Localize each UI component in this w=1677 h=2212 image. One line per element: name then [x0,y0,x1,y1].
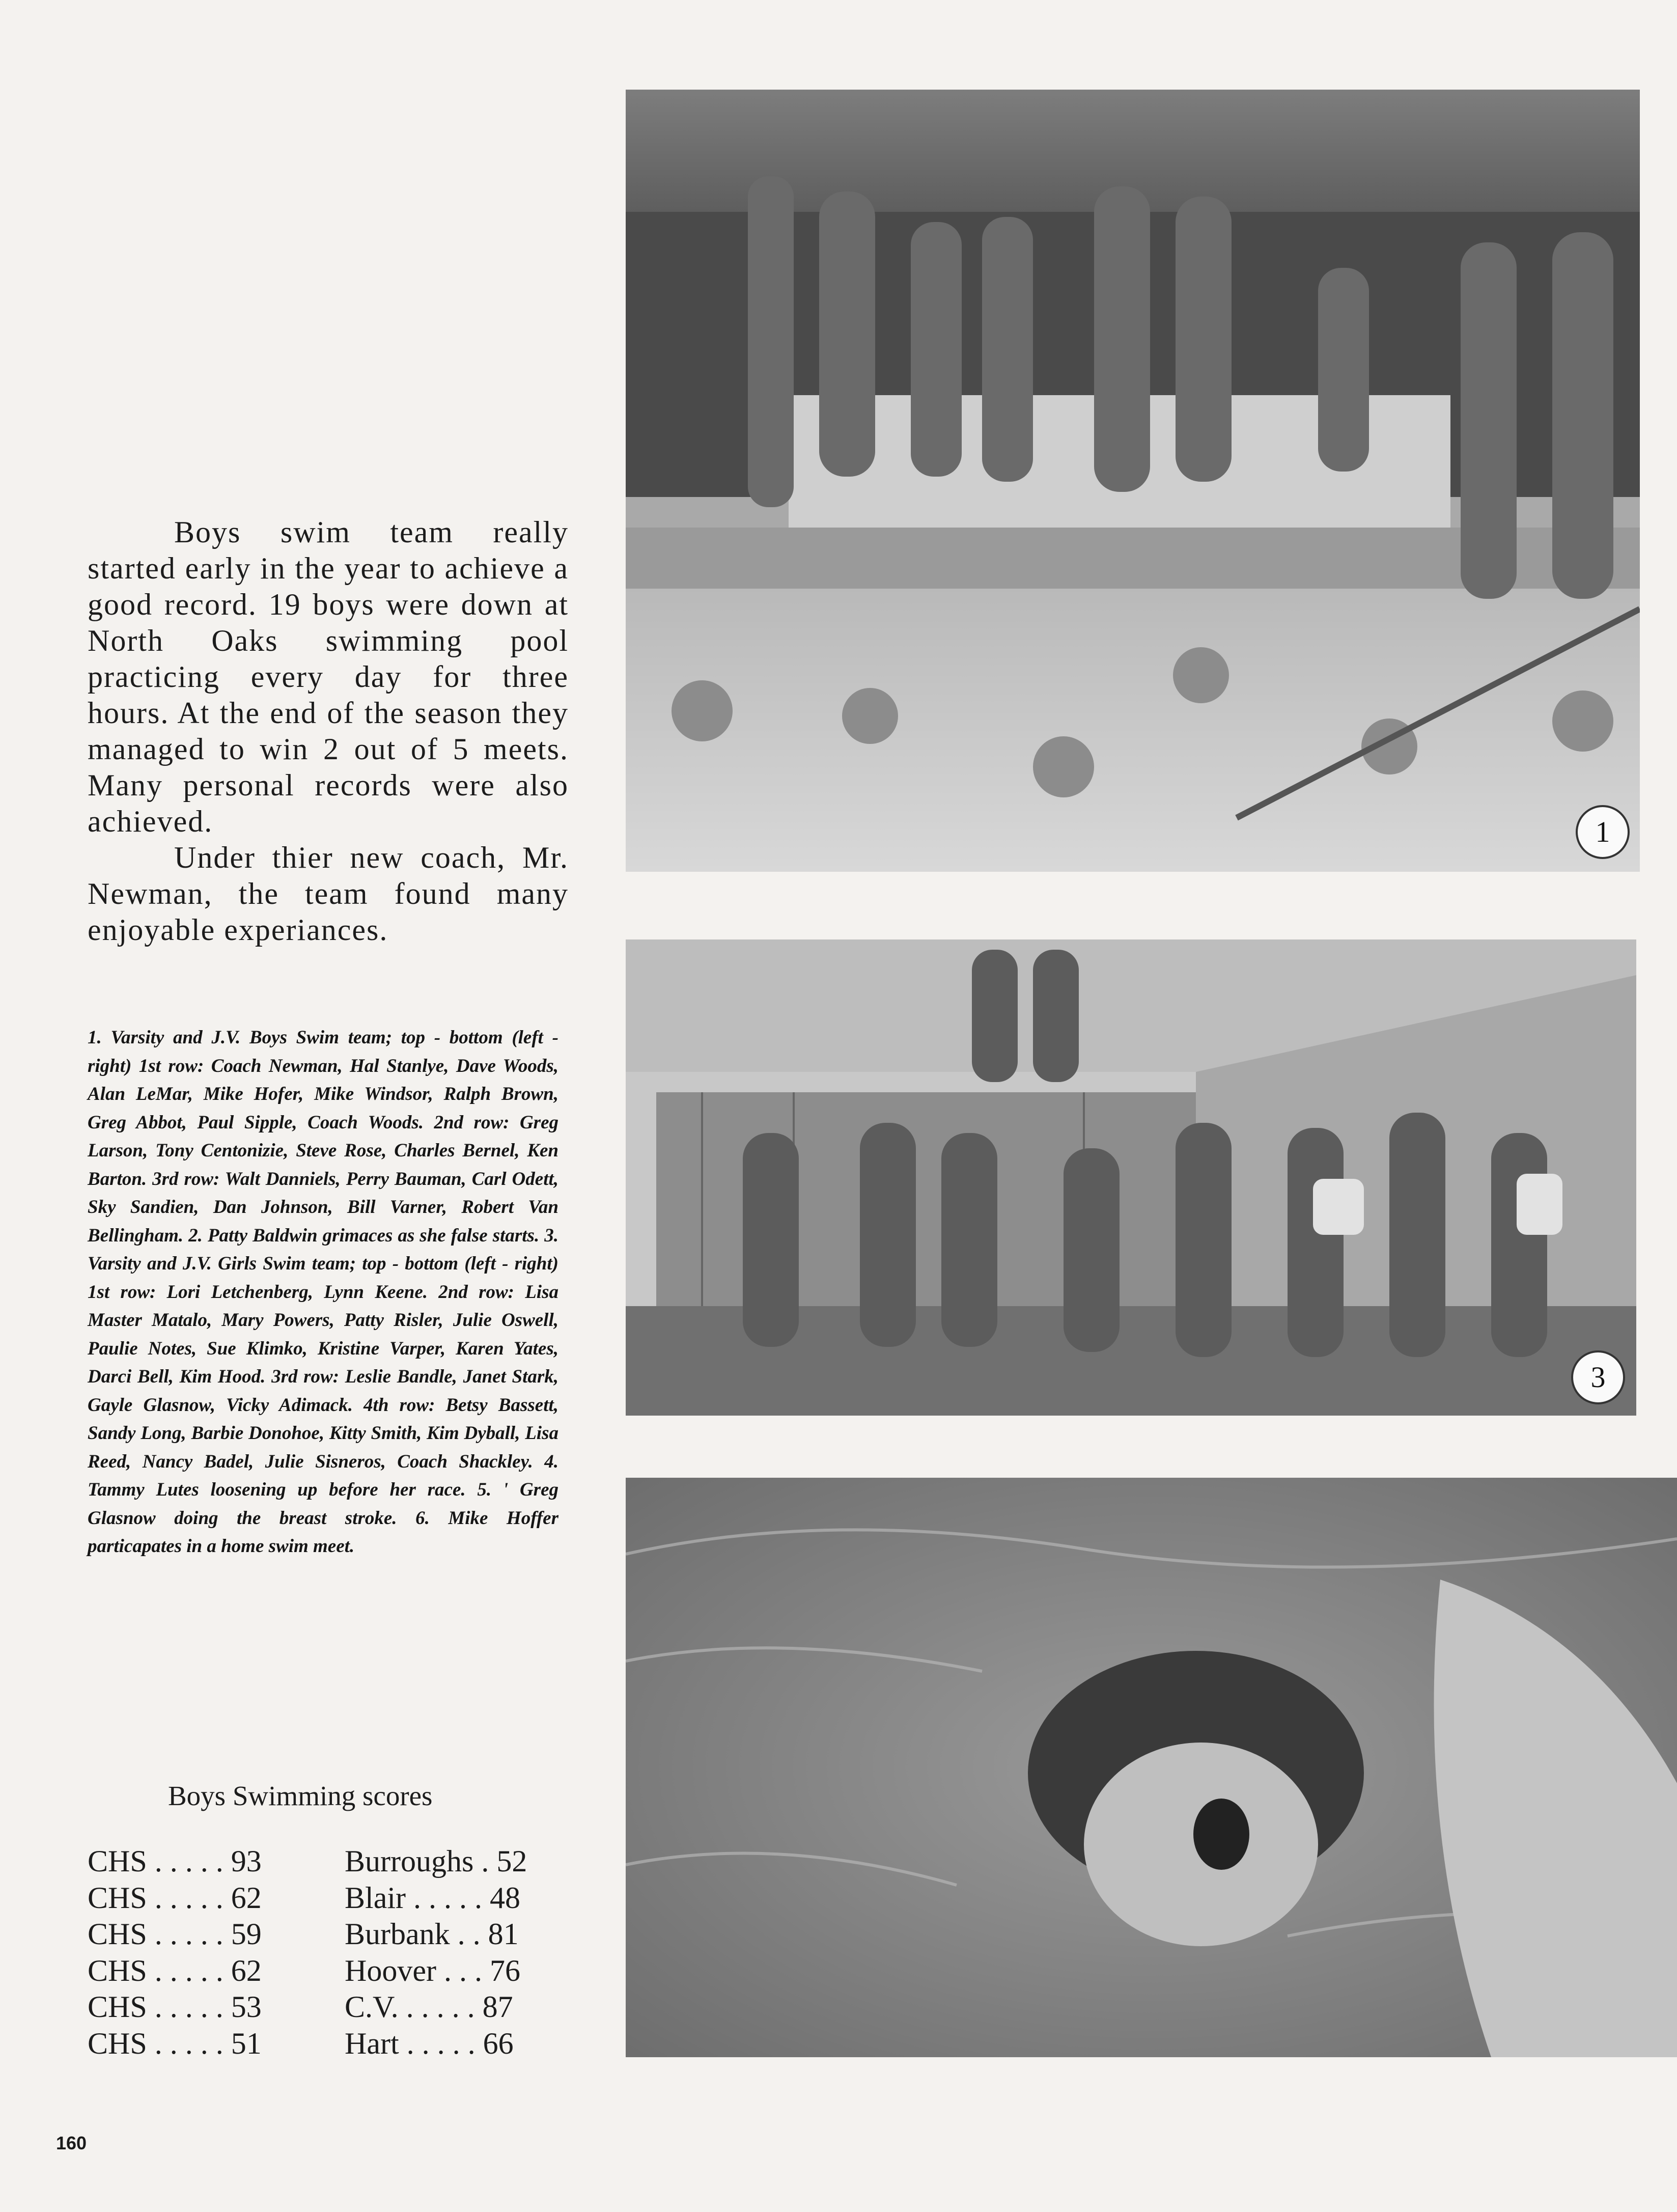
boys-swim-team-photo [626,90,1640,872]
photo-number-badge: 1 [1576,805,1630,859]
girls-team-illustration [626,939,1636,1416]
photo-captions: 1. Varsity and J.V. Boys Swim team; top - bottom (left - right) 1st row: Coach Newman, Hal Stanlye, Dave Woods, Alan LeMar, Mike Hofer, Mike Windsor, Ralph Brown, Greg Abbot, Paul Sipple, Coach Woods. 2nd row: Greg Larson, Tony Centonizie, Steve Rose, Charles Bernel, Ken Barton. 3rd row: Walt Danniels, Perry Bauman, Carl Odett, Sky Sandien, Dan Johnson, Bill Varner, Robert Van Bellingham. 2. Patty Baldwin grimaces as she false starts. 3. Varsity and J.V. Girls Swim team; top - bottom (left - right) 1st row: Lori Letchenberg, Lynn Keene. 2nd row: Lisa Master Matalo, Mary Powers, Patty Risler, Julie Oswell, Paulie Notes, Sue Klimko, Kristine Varper, Karen Yates, Darci Bell, Kim Hood. 3rd row: Leslie Bandle, Janet Stark, Gayle Glasnow, Vicky Adimack. 4th row: Betsy Bassett, Sandy Long, Barbie Donohoe, Kitty Smith, Kim Dyball, Lisa Reed, Nancy Badel, Julie Sisneros, Coach Shackley. 4. Tammy Lutes loosening up before her race. 5. ' Greg Glasnow doing the breast stroke. 6. Mike Hoffer particapates in a home swim meet. [88,1027,558,1557]
score-home: CHS . . . . . 62 [88,1953,262,1987]
score-away: Hart . . . . . 66 [345,2026,514,2060]
score-away: Hoover . . . 76 [345,1953,520,1987]
score-row [88,1843,571,1880]
score-away: C.V. . . . . . 87 [345,1990,513,2024]
photo-number-badge: 3 [1571,1350,1625,1404]
swimmer-closeup-photo [626,1478,1677,2057]
swimmer-illustration [626,1478,1677,2057]
girls-swim-team-photo [626,939,1636,1416]
score-row [88,1916,571,1953]
intro-paragraph-2: Under thier new coach, Mr. Newman, the team found many enjoyable experiances. [88,841,569,947]
score-row [88,1880,571,1917]
score-home: CHS . . . . . 51 [88,2026,262,2060]
scores-table [88,1843,571,2062]
score-row [88,1989,571,2026]
score-row [88,1953,571,1989]
score-away: Burroughs . 52 [345,1844,527,1878]
score-home: CHS . . . . . 53 [88,1990,262,2024]
score-home: CHS . . . . . 93 [88,1844,262,1878]
score-away: Blair . . . . . 48 [345,1881,520,1915]
score-row [88,2026,571,2062]
boys-team-illustration [626,90,1640,872]
score-home: CHS . . . . . 62 [88,1881,262,1915]
intro-paragraph-1: Boys swim team really started early in the year to achieve a good record. 19 boys were down at North Oaks swimming pool practicing every day for three hours. At the end of the season they managed to win 2 out of 5 meets. Many personal records were also achieved. [88,515,569,838]
page-number: 160 [56,2133,87,2153]
scores-title: Boys Swimming scores [168,1780,433,1811]
intro-text [88,514,569,948]
score-away: Burbank . . 81 [345,1917,519,1951]
score-home: CHS . . . . . 59 [88,1917,262,1951]
